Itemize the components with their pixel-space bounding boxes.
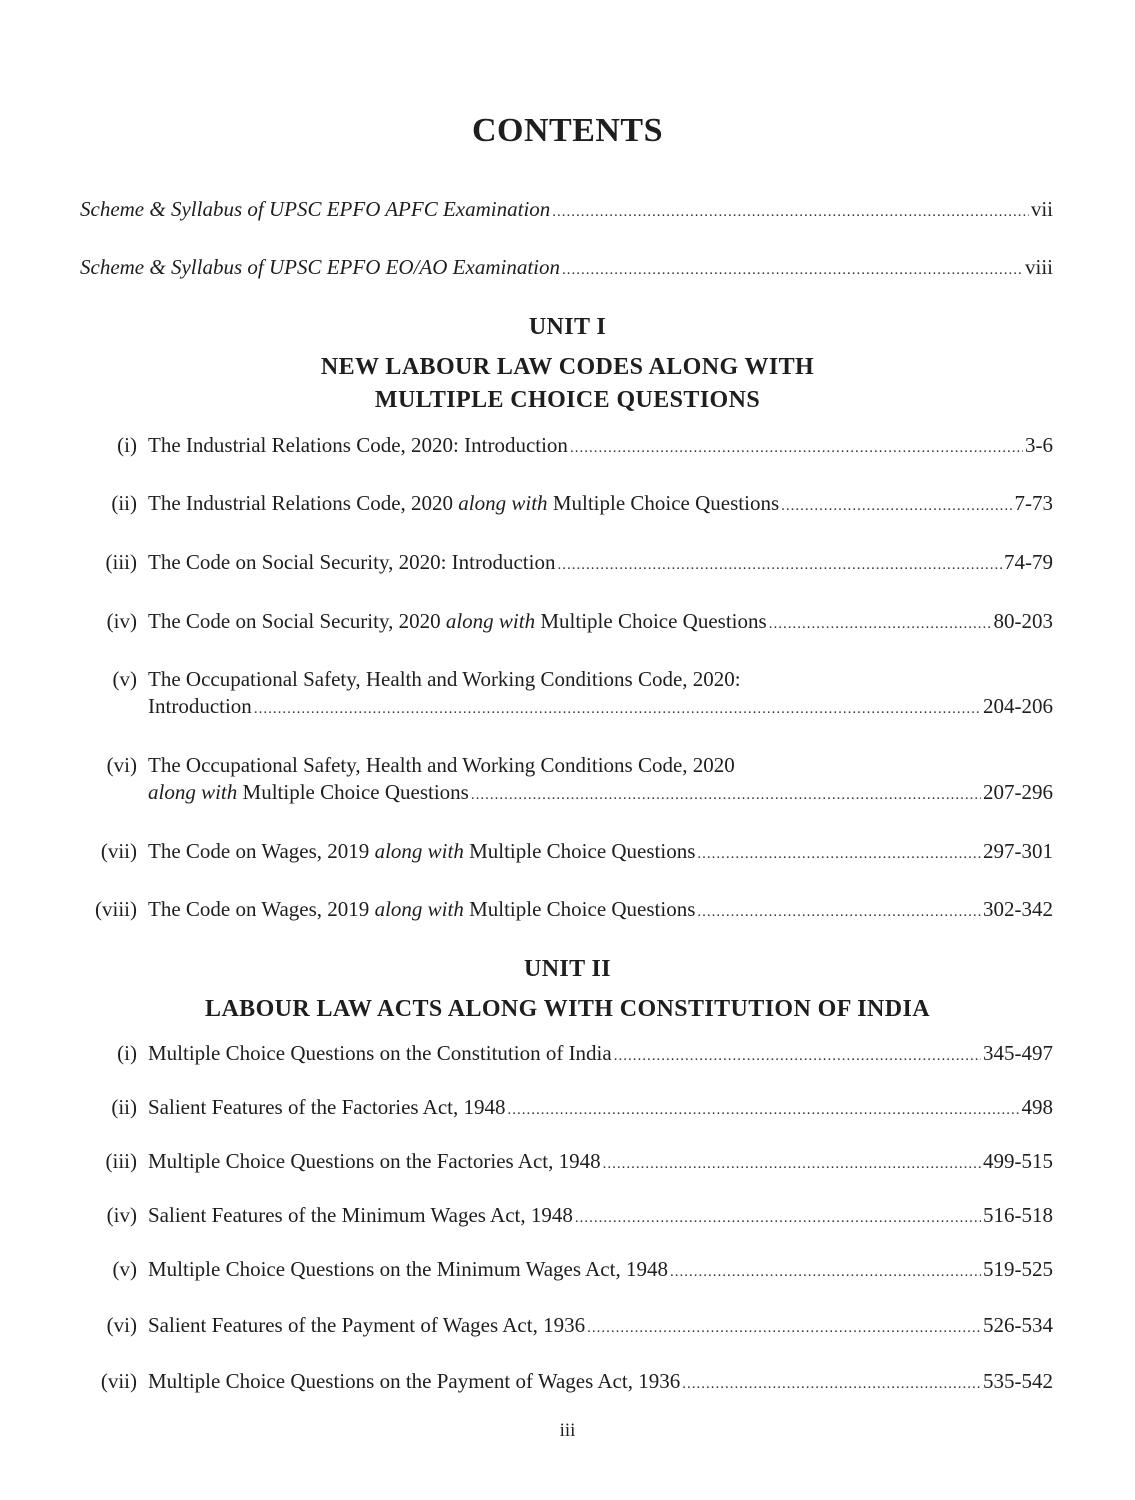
entry-page: 499-515 [983, 1149, 1053, 1173]
entry-title: Scheme & Syllabus of UPSC EPFO APFC Examination [80, 197, 551, 221]
dot-leader [697, 841, 981, 867]
dot-leader [570, 435, 1023, 461]
entry-number: (vii) [100, 839, 137, 863]
entry-page: 526-534 [983, 1313, 1053, 1337]
unit-2-heading: LABOUR LAW ACTS ALONG WITH CONSTITUTION OF INDIA [205, 996, 930, 1022]
entry-title: Multiple Choice Questions on the Constitution of India [148, 1041, 612, 1065]
entry-title-part: Multiple Choice Questions [463, 897, 696, 921]
entry-number: (iv) [106, 609, 137, 633]
entry-title: Multiple Choice Questions on the Payment of Wages Act, 1936 [148, 1369, 681, 1393]
entry-page: 207-296 [983, 780, 1053, 804]
entry-title-italic: along with [445, 609, 536, 633]
entry-title: The Industrial Relations Code, 2020: Introduction [148, 433, 568, 457]
entry-number: (i) [117, 433, 137, 457]
entry-title: The Code on Social Security, 2020: Introduction [148, 550, 556, 574]
entry-title: Scheme & Syllabus of UPSC EPFO EO/AO Examination [80, 255, 560, 279]
entry-title-line2 [148, 779, 469, 805]
dot-leader [562, 257, 1023, 283]
unit-1-label: UNIT I [528, 314, 607, 340]
entry-number: (viii) [95, 897, 137, 921]
entry-title-part: Multiple Choice Questions [535, 609, 767, 633]
entry-page: 302-342 [983, 897, 1053, 921]
entry-title-italic: along with [148, 780, 238, 804]
entry-page: 74-79 [1004, 550, 1053, 574]
entry-page: 535-542 [983, 1369, 1053, 1393]
dot-leader [557, 552, 1002, 578]
entry-title-part: The Code on Wages, 2019 [148, 839, 375, 863]
entry-page: 498 [1021, 1095, 1053, 1119]
entry-number: (vii) [100, 1369, 137, 1393]
entry-page: viii [1024, 255, 1053, 279]
dot-leader [670, 1259, 981, 1285]
unit-2-label: UNIT II [523, 956, 612, 982]
entry-page: 3-6 [1025, 433, 1053, 457]
entry-title: Salient Features of the Factories Act, 1948 [148, 1095, 506, 1119]
entry-page: 7-73 [1014, 491, 1053, 515]
dot-leader [471, 782, 981, 808]
dot-leader [769, 611, 992, 637]
entry-title-part: Multiple Choice Questions [547, 491, 780, 515]
entry-page: vii [1030, 197, 1053, 221]
entry-title-line1: The Occupational Safety, Health and Working Conditions Code, 2020: [148, 667, 741, 691]
entry-number: (iv) [106, 1203, 137, 1227]
entry-title-part: The Industrial Relations Code, 2020 [148, 491, 459, 515]
entry-number: (ii) [111, 1095, 137, 1119]
entry-number: (iii) [105, 550, 137, 574]
entry-title-italic: along with [374, 897, 464, 921]
entry-title: Salient Features of the Minimum Wages Act, 1948 [148, 1203, 573, 1227]
dot-leader [697, 899, 981, 925]
dot-leader [781, 493, 1012, 519]
entry-title: Salient Features of the Payment of Wages Act, 1936 [148, 1313, 586, 1337]
entry-title-italic: along with [458, 491, 548, 515]
entry-number: (vi) [106, 753, 137, 777]
entry-number: (i) [117, 1041, 137, 1065]
dot-leader [508, 1097, 1020, 1123]
entry-title: Multiple Choice Questions on the Minimum Wages Act, 1948 [148, 1257, 668, 1281]
dot-leader [575, 1205, 981, 1231]
entry-page: 80-203 [993, 609, 1053, 633]
entry-title-part: Multiple Choice Questions [463, 839, 696, 863]
entry-page: 345-497 [983, 1041, 1053, 1065]
entry-title [148, 838, 695, 864]
entry-title [148, 490, 779, 516]
entry-title: Multiple Choice Questions on the Factories Act, 1948 [148, 1149, 601, 1173]
entry-number: (vi) [106, 1313, 137, 1337]
entry-number: (v) [112, 1257, 137, 1281]
dot-leader [603, 1151, 981, 1177]
entry-page: 519-525 [983, 1257, 1053, 1281]
entry-title [148, 608, 767, 634]
entry-title-line1: The Occupational Safety, Health and Working Conditions Code, 2020 [148, 753, 735, 777]
entry-title-part: The Code on Wages, 2019 [148, 897, 375, 921]
dot-leader [587, 1315, 981, 1341]
entry-number: (iii) [105, 1149, 137, 1173]
entry-number: (v) [112, 667, 137, 691]
dot-leader [254, 696, 981, 722]
entry-page: 204-206 [983, 694, 1053, 718]
entry-page: 516-518 [983, 1203, 1053, 1227]
dot-leader [682, 1371, 981, 1397]
unit-1-heading-line2: MULTIPLE CHOICE QUESTIONS [374, 387, 761, 413]
entry-title-part: Multiple Choice Questions [237, 780, 469, 804]
entry-title-line2: Introduction [148, 694, 252, 718]
entry-number: (ii) [111, 491, 137, 515]
unit-1-heading-line1: NEW LABOUR LAW CODES ALONG WITH [320, 354, 815, 380]
entry-title-part: The Code on Social Security, 2020 [148, 609, 446, 633]
entry-title [148, 896, 695, 922]
page-number: iii [559, 1420, 576, 1441]
entry-page: 297-301 [983, 839, 1053, 863]
dot-leader [552, 199, 1029, 225]
page-title: CONTENTS [471, 112, 664, 149]
dot-leader [614, 1043, 981, 1069]
entry-title-italic: along with [374, 839, 464, 863]
